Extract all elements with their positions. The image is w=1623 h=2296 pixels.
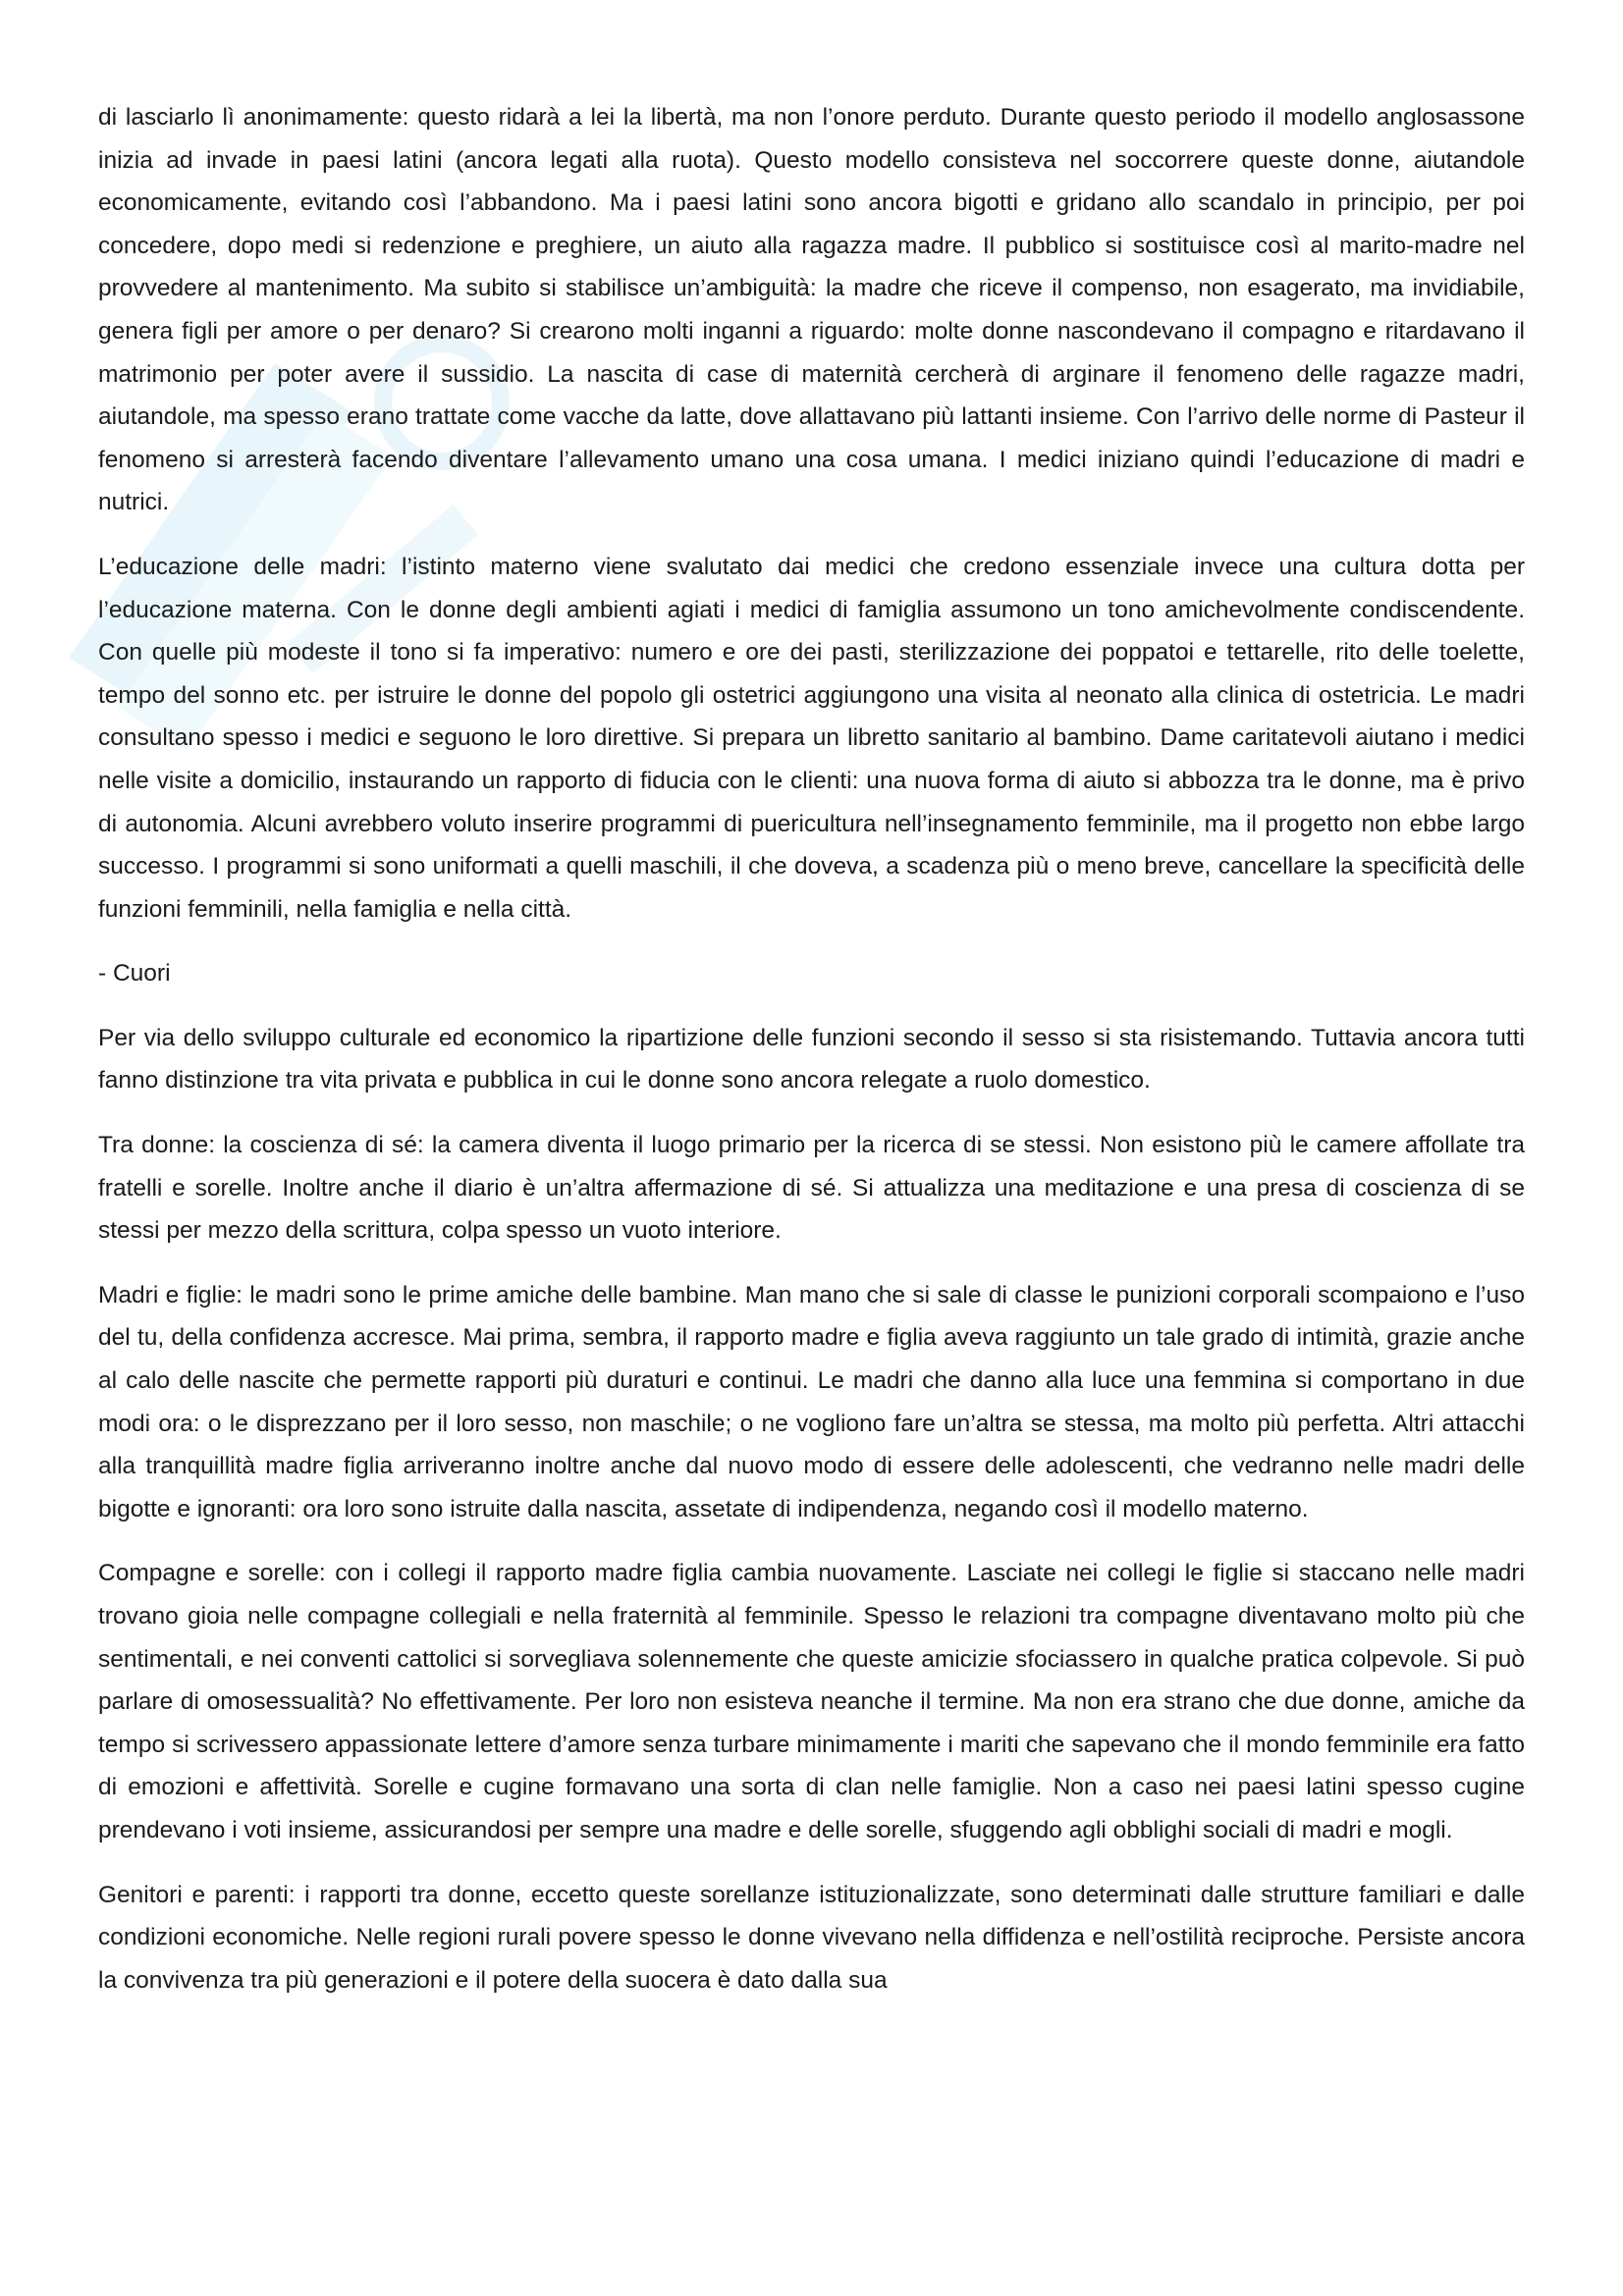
paragraph-sviluppo-culturale: Per via dello sviluppo culturale ed economico la ripartizione delle funzioni secondo il sesso si sta risistemando. Tuttavia ancora tutti fanno distinzione tra vita privata e pubblica in cui le donne sono ancora relegate a ruolo domestico.: [98, 1024, 1525, 1095]
section-heading-cuori: - Cuori: [98, 960, 171, 988]
paragraph-tra-donne: Tra donne: la coscienza di sé: la camera diventa il luogo primario per la ricerca di se stessi. Non esistono più le camere affollate tra fratelli e sorelle. Inoltre anche il diario è un’altra affermazione di sé. Si attualizza una meditazione e una presa di coscienza di se stessi per mezzo della scrittura, colpa spesso un vuoto interiore.: [98, 1132, 1525, 1245]
paragraph-madri-figlie: Madri e figlie: le madri sono le prime amiche delle bambine. Man mano che si sale di classe le punizioni corporali scompaiono e l’uso del tu, della confidenza accresce. Mai prima, sembra, il rapporto madre e figlia aveva raggiunto un tale grado di intimità, grazie anche al calo delle nascite che permette rapporti più duraturi e continui. Le madri che danno alla luce una femmina si comportano in due modi ora: o le disprezzano per il loro sesso, non maschile; o ne vogliono fare un’altra se stessa, ma molto più perfetta. Altri attacchi alla tranquillità madre figlia arriveranno inoltre anche dal nuovo modo di essere delle adolescenti, che vedranno nelle madri delle bigotte e ignoranti: ora loro sono istruite dalla nascita, assetate di indipendenza, negando così il modello materno.: [98, 1281, 1525, 1522]
paragraph-educazione-madri: L’educazione delle madri: l’istinto materno viene svalutato dai medici che credono essenziale invece una cultura dotta per l’educazione materna. Con le donne degli ambienti agiati i medici di famiglia assumono un tono amichevolmente condiscendente. Con quelle più modeste il tono si fa imperativo: numero e ore dei pasti, sterilizzazione dei poppatoi e tettarelle, rito delle toelette, tempo del sonno etc. per istruire le donne del popolo gli ostetrici aggiungono una visita al neonato alla clinica di ostetricia. Le madri consultano spesso i medici e seguono le loro direttive. Si prepara un libretto sanitario al bambino. Dame caritatevoli aiutano i medici nelle visite a domicilio, instaurando un rapporto di fiducia con le clienti: una nuova forma di aiuto si abbozza tra le donne, ma è privo di autonomia. Alcuni avrebbero voluto inserire programmi di puericultura nell’insegnamento femminile, ma il progetto non ebbe largo successo. I programmi si sono uniformati a quelli maschili, il che doveva, a scadenza più o meno breve, cancellare la specificità delle funzioni femminili, nella famiglia e nella città.: [98, 553, 1525, 923]
paragraph-compagne-sorelle: Compagne e sorelle: con i collegi il rapporto madre figlia cambia nuovamente. Lasciate nei collegi le figlie si staccano nelle madri trovano gioia nelle compagne collegiali e nella fraternità al femminile. Spesso le relazioni tra compagne diventavano molto più che sentimentali, e nei conventi cattolici si sorvegliava solennemente che queste amicizie sfociassero in qualche pratica colpevole. Si può parlare di omosessualità? No effettivamente. Per loro non esisteva neanche il termine. Ma non era strano che due donne, amiche da tempo si scrivessero appassionate lettere d’amore senza turbare minimamente i mariti che sapevano che il mondo femminile era fatto di emozioni e affettività. Sorelle e cugine formavano una sorta di clan nelle famiglie. Non a caso nei paesi latini spesso cugine prendevano i voti insieme, assicurandosi per sempre una madre e delle sorelle, sfuggendo agli obblighi sociali di madri e mogli.: [98, 1560, 1525, 1843]
document-body: [98, 96, 1525, 2023]
paragraph-ruota-continuation: di lasciarlo lì anonimamente: questo ridarà a lei la libertà, ma non l’onore perduto. Durante questo periodo il modello anglosassone inizia ad invade in paesi latini (ancora legati alla ruota). Questo modello consisteva nel soccorrere queste donne, aiutandole economicamente, evitando così l’abbandono. Ma i paesi latini sono ancora bigotti e gridano allo scandalo in principio, per poi concedere, dopo medi si redenzione e preghiere, un aiuto alla ragazza madre. Il pubblico si sostituisce così al marito-madre nel provvedere al mantenimento. Ma subito si stabilisce un’ambiguità: la madre che riceve il compenso, non esagerato, ma invidiabile, genera figli per amore o per denaro? Si crearono molti inganni a riguardo: molte donne nascondevano il compagno e ritardavano il matrimonio per poter avere il sussidio. La nascita di case di maternità cercherà di arginare il fenomeno delle ragazze madri, aiutandole, ma spesso erano trattate come vacche da latte, dove allattavano più lattanti insieme. Con l’arrivo delle norme di Pasteur il fenomeno si arresterà facendo diventare l’allevamento umano una cosa umana. I medici iniziano quindi l’educazione di madri e nutrici.: [98, 104, 1525, 516]
paragraph-genitori-parenti: Genitori e parenti: i rapporti tra donne, eccetto queste sorellanze istituzionalizzate, sono determinati dalle strutture familiari e dalle condizioni economiche. Nelle regioni rurali povere spesso le donne vivevano nella diffidenza e nell’ostilità reciproche. Persiste ancora la convivenza tra più generazioni e il potere della suocera è dato dalla sua: [98, 1881, 1525, 1994]
